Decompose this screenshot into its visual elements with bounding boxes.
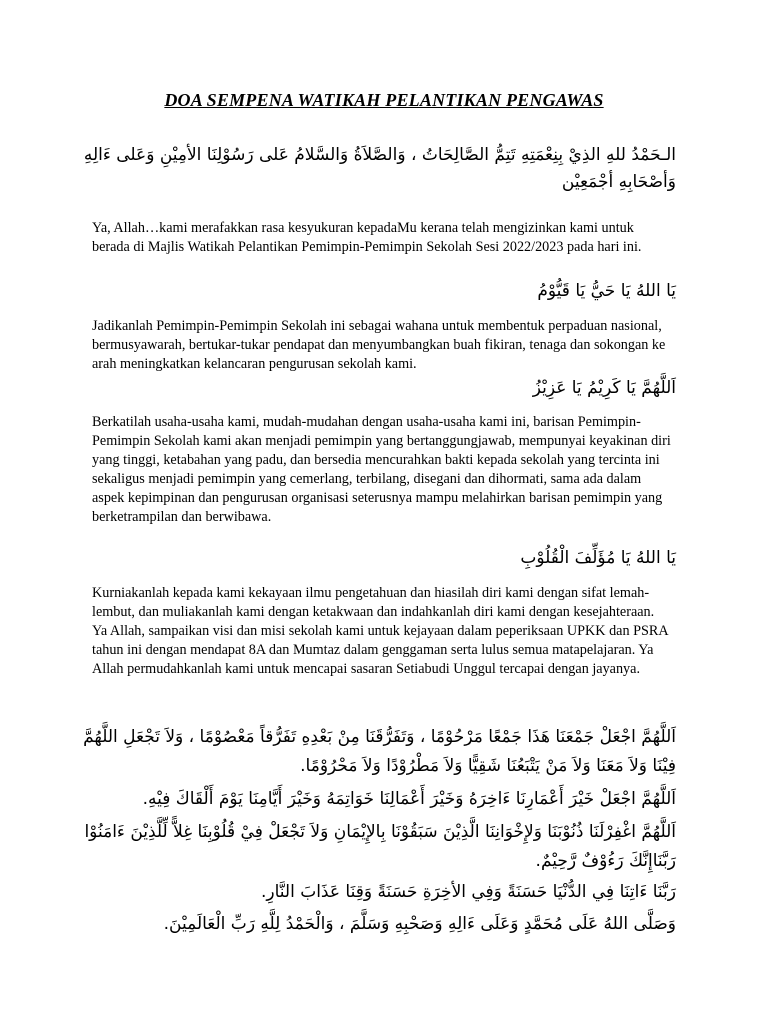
paragraph-blessing: Berkatilah usaha-usaha kami, mudah-mudahan dengan usaha-usaha kami ini, barisan Pemimpin-Pemimpin Sekolah kami akan menjadi pemimpin yang bertanggungjawab, mempunyai keyakinan diri yang tinggi, ketabahan yang padu, dan bersedia mencurahkan bakti kepada sekolah yang tercinta ini sekaligus menjadi pemimpin yang cemerlang, terbilang, disegani dan dihormati, sama ada dalam aspek kepimpinan dan pengurusan organisasi seterusnya mampu melahirkan barisan pemimpin yang berketrampilan dan berwibawa. (92, 414, 671, 525)
closing-prayer-line-4: رَبَّنَا ءَاتِنَا فِي الدُّنْيَا حَسَنَةً وَفِي الأخِرَةِ حَسَنَةً وَقِنَا عَذَابَ النَّارِ. (260, 882, 676, 902)
opening-prayer-arabic: الـحَمْدُ للهِ الذِيْ بِنِعْمَتِهِ تَتِمُّ الصَّالِحَاتُ ، وَالصَّلاَةُ وَالسَّلامُ عَلى رَسُوْلِنَا الأمِيْنِ وَعَلى ءَالِهِ وَأصْحَابِهِ أجْمَعِيْن (83, 145, 676, 193)
invocation-arabic-3: يَا اللهُ يَا مُؤَلِّفَ الْقُلُوْبِ (520, 548, 676, 568)
paragraph-leaders: Jadikanlah Pemimpin-Pemimpin Sekolah ini sebagai wahana untuk membentuk perpaduan nasional, bermusyawarah, bertukar-tukar pendapat dan menyumbangkan buah fikiran, tenaga dan sokongan ke arah meningkatkan kelancaran pengurusan sekolah kami. (92, 318, 666, 372)
closing-prayer-line-2: اَللَّهُمَّ اجْعَلْ خَيْرَ أَعْمَارِنَا ءَاخِرَهُ وَخَيْرَ أَعْمَالِنَا خَوَاتِمَهُ وَخَيْرَ أَيَّامِنَا يَوْمَ أَلْقَاكَ فِيْهِ. (142, 789, 676, 809)
invocation-arabic-2: اَللَّهُمَّ يَا كَرِيْمُ يَا عَزِيْزُ (532, 378, 676, 398)
document-title: DOA SEMPENA WATIKAH PELANTIKAN PENGAWAS (164, 90, 604, 110)
paragraph-knowledge: Kurniakanlah kepada kami kekayaan ilmu pengetahuan dan hiasilah diri kami dengan sifat lemah-lembut, dan muliakanlah kami dengan ketakwaan dan indahkanlah diri kami dengan kesejahteraan. Ya Allah, sampaikan visi dan misi sekolah kami untuk kejayaan dalam peperiksaan UPKK dan PSRA tahun ini dengan mendapat 8A dan Mumtaz dalam genggaman serta lulus semua matapelajaran. Ya Allah permudahkanlah kami untuk mencapai sasaran Setiabudi Unggul tercapai dengan jayanya. (92, 585, 668, 677)
invocation-arabic-1: يَا اللهُ يَا حَيُّ يَا قَيُّوْمُ (537, 281, 676, 301)
closing-prayer-line-3: اَللَّهُمَّ اغْفِرْلَنَا ذُنُوْبَنَا وَلإِخْوَانِنَا الَّذِيْنَ سَبَقُوْنَا بِالإِيْمَانِ وَلاَ تَجْعَلْ فِيْ قُلُوْبِنَا غِلاًّ لِّلَّذِيْنَ ءَامَنُوْا رَبَّنَاإِنَّكَ رَءُوْفٌ رَّحِيْمٌ. (84, 822, 676, 871)
closing-prayer-line-5: وَصَلَّى اللهُ عَلَى مُحَمَّدٍ وَعَلَى ءَالِهِ وَصَحْبِهِ وَسَلَّمَ ، وَالْحَمْدُ لِلَّهِ رَبِّ الْعَالَمِيْنَ. (163, 914, 676, 934)
closing-prayer-line-1: اَللَّهُمَّ اجْعَلْ جَمْعَنَا هَذَا جَمْعًا مَرْحُوْمًا ، وَتَفَرُّقَنَا مِنْ بَعْدِهِ تَفَرُّقاً مَعْصُوْمًا ، وَلاَ تَجْعَلِ اللَّهُمَّ فِيْنَا وَلاَ مَعَنَا وَلاَ مَنْ يَتْبَعُنَا شَقِيًّا وَلاَ مَطْرُوْدًا وَلاَ مَحْرُوْمًا. (83, 727, 676, 776)
paragraph-gratitude: Ya, Allah…kami merafakkan rasa kesyukuran kepadaMu kerana telah mengizinkan kami untuk berada di Majlis Watikah Pelantikan Pemimpin-Pemimpin Sekolah Sesi 2022/2023 pada hari ini. (92, 220, 642, 255)
